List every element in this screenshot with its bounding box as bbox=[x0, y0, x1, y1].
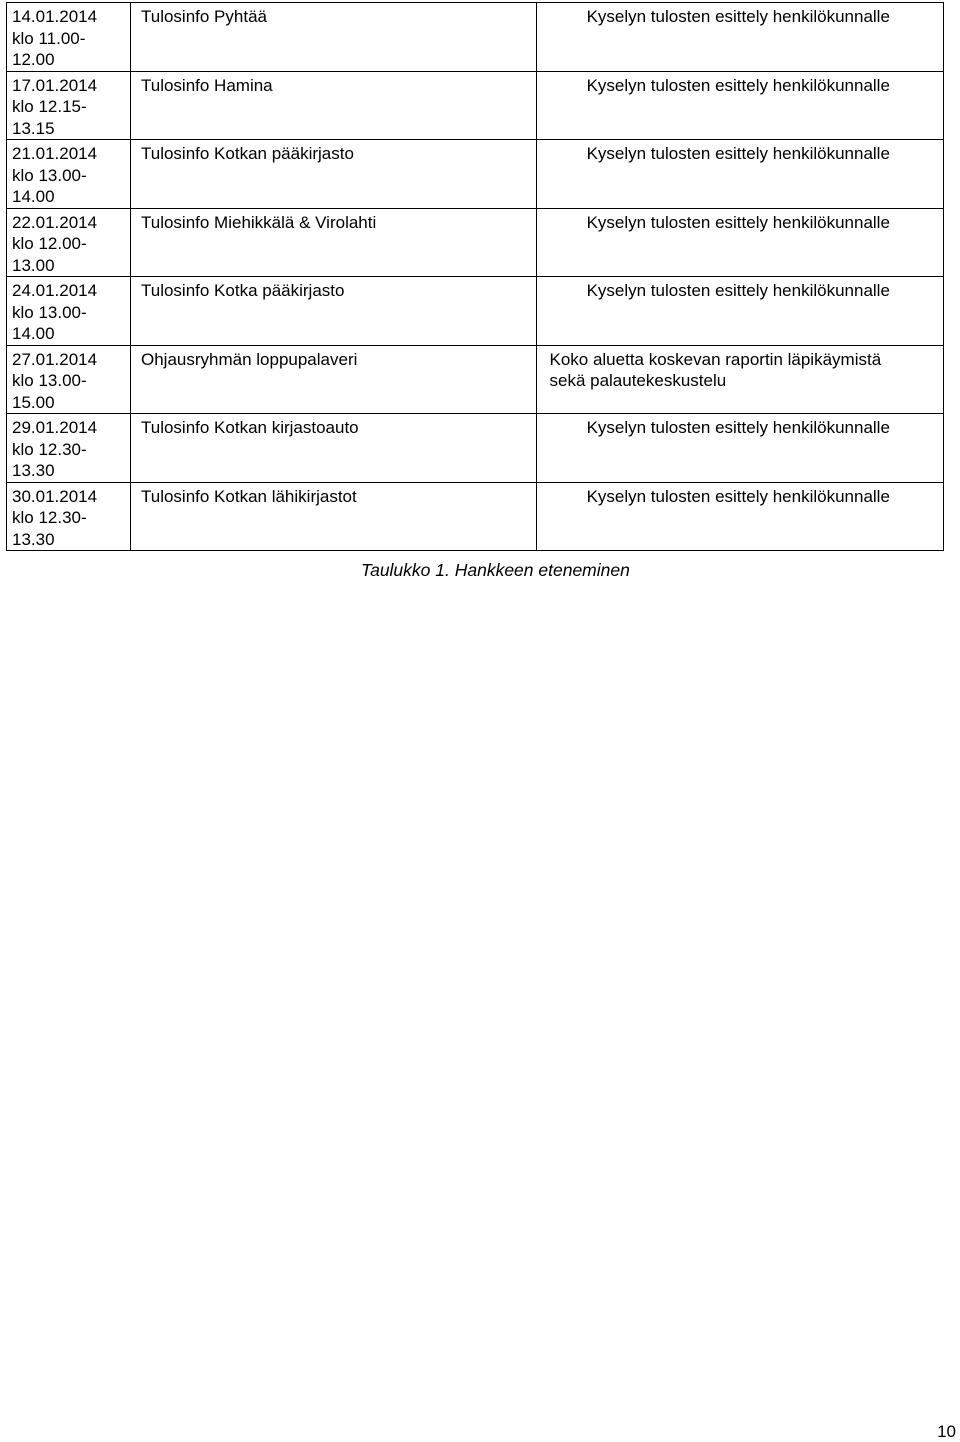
description-cell bbox=[537, 414, 944, 483]
description-line: Kyselyn tulosten esittely henkilökunnalle bbox=[586, 212, 890, 232]
date-line: 13.00 bbox=[12, 255, 55, 275]
date-line: 13.30 bbox=[12, 461, 55, 480]
date-line: 15.00 bbox=[12, 392, 55, 412]
date-line: 14.00 bbox=[12, 324, 55, 343]
date-line: 13.15 bbox=[12, 118, 55, 138]
table-row bbox=[7, 208, 944, 277]
date-cell bbox=[7, 3, 131, 72]
table-row bbox=[7, 140, 944, 209]
date-line: 30.01.2014 bbox=[12, 486, 98, 506]
date-line: 24.01.2014 bbox=[12, 281, 98, 300]
table-row bbox=[7, 71, 944, 140]
event-name: Tulosinfo Kotkan lähikirjastot bbox=[140, 486, 357, 506]
description-line: Kyselyn tulosten esittely henkilökunnalle bbox=[586, 7, 890, 26]
description-line: Kyselyn tulosten esittely henkilökunnalle bbox=[586, 144, 890, 163]
date-line: 12.00 bbox=[12, 50, 55, 69]
date-line: klo 13.00- bbox=[12, 165, 87, 185]
page-number: 10 bbox=[937, 1422, 956, 1441]
date-line: 27.01.2014 bbox=[12, 349, 98, 369]
event-name: Tulosinfo Kotka pääkirjasto bbox=[140, 281, 345, 300]
table-row bbox=[7, 482, 944, 551]
table-caption: Taulukko 1. Hankkeen eteneminen bbox=[361, 560, 630, 580]
description-line: Kyselyn tulosten esittely henkilökunnalle bbox=[586, 486, 890, 506]
date-line: 13.30 bbox=[12, 529, 55, 549]
table-row bbox=[7, 414, 944, 483]
description-line: Koko aluetta koskevan raportin läpikäymistä bbox=[549, 349, 882, 369]
event-cell bbox=[130, 71, 537, 140]
event-cell bbox=[130, 3, 537, 72]
event-cell bbox=[130, 414, 537, 483]
event-cell bbox=[130, 208, 537, 277]
event-cell bbox=[130, 345, 537, 414]
date-line: 17.01.2014 bbox=[12, 75, 98, 95]
description-line: sekä palautekeskustelu bbox=[549, 371, 727, 390]
description-cell bbox=[537, 3, 944, 72]
event-name: Tulosinfo Kotkan kirjastoauto bbox=[140, 418, 359, 437]
table-row bbox=[7, 277, 944, 346]
event-name: Tulosinfo Hamina bbox=[140, 75, 273, 95]
date-line: klo 13.00- bbox=[12, 371, 87, 390]
date-line: 22.01.2014 bbox=[12, 212, 98, 232]
table-row bbox=[7, 345, 944, 414]
event-cell bbox=[130, 482, 537, 551]
date-cell bbox=[7, 482, 131, 551]
description-cell bbox=[537, 277, 944, 346]
description-line: Kyselyn tulosten esittely henkilökunnalle bbox=[586, 281, 890, 300]
event-name: Tulosinfo Miehikkälä & Virolahti bbox=[140, 212, 377, 232]
description-line: Kyselyn tulosten esittely henkilökunnalle bbox=[586, 75, 890, 95]
description-cell bbox=[537, 345, 944, 414]
date-line: 21.01.2014 bbox=[12, 144, 98, 163]
table-row bbox=[7, 3, 944, 72]
date-cell bbox=[7, 277, 131, 346]
date-line: 14.01.2014 bbox=[12, 7, 98, 26]
description-cell bbox=[537, 208, 944, 277]
event-name: Ohjausryhmän loppupalaveri bbox=[140, 349, 358, 369]
date-line: klo 12.00- bbox=[12, 234, 87, 253]
date-line: klo 12.30- bbox=[12, 508, 87, 527]
date-line: klo 12.30- bbox=[12, 439, 87, 459]
event-name: Tulosinfo Kotkan pääkirjasto bbox=[140, 144, 354, 163]
description-cell bbox=[537, 140, 944, 209]
date-cell bbox=[7, 345, 131, 414]
event-cell bbox=[130, 140, 537, 209]
date-cell bbox=[7, 208, 131, 277]
event-name: Tulosinfo Pyhtää bbox=[140, 7, 267, 26]
project-progress-table bbox=[6, 2, 944, 551]
date-cell bbox=[7, 71, 131, 140]
description-cell bbox=[537, 71, 944, 140]
table-body bbox=[7, 3, 944, 551]
date-line: 14.00 bbox=[12, 187, 55, 206]
date-line: klo 13.00- bbox=[12, 302, 87, 322]
description-line: Kyselyn tulosten esittely henkilökunnalle bbox=[586, 418, 890, 437]
date-line: klo 12.15- bbox=[12, 97, 87, 116]
event-cell bbox=[130, 277, 537, 346]
date-line: klo 11.00- bbox=[12, 28, 86, 48]
date-cell bbox=[7, 140, 131, 209]
date-cell bbox=[7, 414, 131, 483]
date-line: 29.01.2014 bbox=[12, 418, 98, 437]
description-cell bbox=[537, 482, 944, 551]
